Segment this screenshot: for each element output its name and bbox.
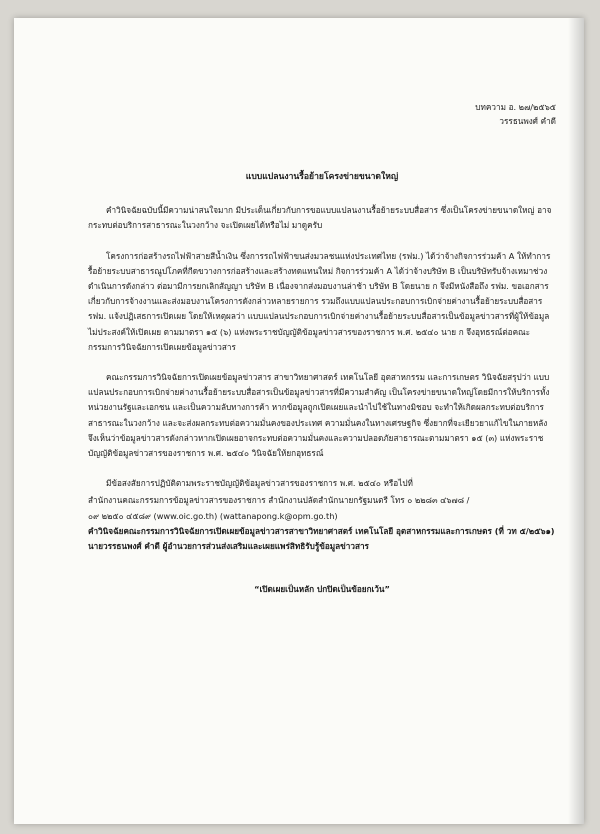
contact-line-2: สำนักงานคณะกรรมการข้อมูลข่าวสารของราชการ สำนักงานปลัดสำนักนายกรัฐมนตรี โทร ๐ ๒๒๘๓ ๔๖๗๘ / [88, 495, 470, 506]
contact-block [88, 476, 556, 524]
document-meta [88, 100, 556, 128]
contact-line-1: มีข้อสงสัยการปฏิบัติตามพระราชบัญญัติข้อมูลข่าวสารของราชการ พ.ศ. ๒๕๔๐ หรือไปที่ [106, 478, 413, 489]
page-edge-shadow [568, 18, 584, 824]
document-page [14, 18, 584, 824]
author-name: วรรธนพงศ์ คำดี [499, 116, 556, 126]
contact-line-3: ๐๙ ๒๒๕๐ ๔๕๘๙ (www.oic.go.th) (wattanapong.k@opm.go.th) [88, 510, 338, 521]
intro-paragraph: คำวินิจฉัยฉบับนี้มีความน่าสนใจมาก มีประเด็นเกี่ยวกับการขอแบบแปลนงานรื้อย้ายระบบสื่อสาร ซึ่งเป็นโครงข่ายขนาดใหญ่ อาจกระทบต่อบริการสาธารณะในวงกว้าง จะเปิดเผยได้หรือไม่ มาดูครับ [88, 205, 552, 231]
decision-paragraph: คณะกรรมการวินิจฉัยการเปิดเผยข้อมูลข่าวสาร สาขาวิทยาศาสตร์ เทคโนโลยี อุตสาหกรรม และการเกษตร วินิจฉัยสรุปว่า แบบแปลนประกอบการเบิกจ่ายค่างานรื้อย้ายระบบสื่อสารเป็นข้อมูลข่าวสารที่มีความสำคัญ เป็นโครงข่ายขนาดใหญ่โดยมีการให้บริการทั้งหน่วยงานรัฐและเอกชน และเป็นความลับทางการค้า หากข้อมูลถูกเปิดเผยและนำไปใช้ในทางมิชอบ จะทำให้เกิดผลกระทบต่อบริการสาธารณะในวงกว้าง และจะส่งผลกระทบต่อความมั่นคงของประเทศ ความมั่นคงในทางเศรษฐกิจ ซึ่งยากที่จะเยียวยาแก้ไขในภายหลัง จึงเห็นว่าข้อมูลข่าวสารดังกล่าวหากเปิดเผยอาจกระทบต่อความมั่นคงและความปลอดภัยสาธารณะตามมาตรา ๑๕ (๓) แห่งพระราชบัญญัติข้อมูลข่าวสารของราชการ พ.ศ. ๒๕๔๐ วินิจฉัยให้ยกอุทธรณ์ [88, 372, 550, 459]
closing-slogan: “เปิดเผยเป็นหลัก ปกปิดเป็นข้อยกเว้น” [254, 584, 390, 595]
document-title: แบบแปลนงานรื้อย้ายโครงข่ายขนาดใหญ่ [245, 172, 399, 182]
document-content [88, 100, 556, 597]
case-reference: คำวินิจฉัยคณะกรรมการวินิจฉัยการเปิดเผยข้อมูลข่าวสารสาขาวิทยาศาสตร์ เทคโนโลยี อุตสาหกรรมและการเกษตร (ที่ วท ๕/๒๕๖๑) นายวรรธนพงศ์ คำดี ผู้อำนวยการส่วนส่งเสริมและเผยแพร่สิทธิรับรู้ข้อมูลข่าวสาร [88, 525, 555, 552]
article-reference: บทความ อ. ๒๗/๒๕๖๕ [475, 102, 556, 112]
facts-paragraph: โครงการก่อสร้างรถไฟฟ้าสายสีน้ำเงิน ซึ่งการรถไฟฟ้าขนส่งมวลชนแห่งประเทศไทย (รฟม.) ได้ว่าจ้างกิจการร่วมค้า A ให้ทำการรื้อย้ายระบบสาธารณูปโภคที่กีดขวางการก่อสร้างและสร้างทดแทนใหม่ กิจการร่วมค้า A ได้ว่าจ้างบริษัท B เป็นบริษัทรับจ้างเหมาช่วงดำเนินการดังกล่าว ต่อมามีการยกเลิกสัญญา บริษัท B เนื่องจากส่งมอบงานล่าช้า บริษัท B โดยนาย ก จึงมีหนังสือถึง รฟม. ขอเอกสารเกี่ยวกับการจ้างงานและส่งมอบงานโครงการดังกล่าวหลายรายการ รวมถึงแบบแปลนประกอบการเบิกจ่ายค่างานรื้อย้ายระบบสื่อสาร รฟม. แจ้งปฏิเสธการเปิดเผย โดยให้เหตุผลว่า แบบแปลนประกอบการเบิกจ่ายค่างานรื้อย้ายระบบสื่อสารเป็นข้อมูลข่าวสารที่ผู้ให้ข้อมูลไม่ประสงค์ให้เปิดเผย ตามมาตรา ๑๕ (๖) แห่งพระราชบัญญัติข้อมูลข่าวสารของราชการ พ.ศ. ๒๕๔๐ นาย ก จึงอุทธรณ์ต่อคณะกรรมการวินิจฉัยการเปิดเผยข้อมูลข่าวสาร [88, 250, 551, 352]
